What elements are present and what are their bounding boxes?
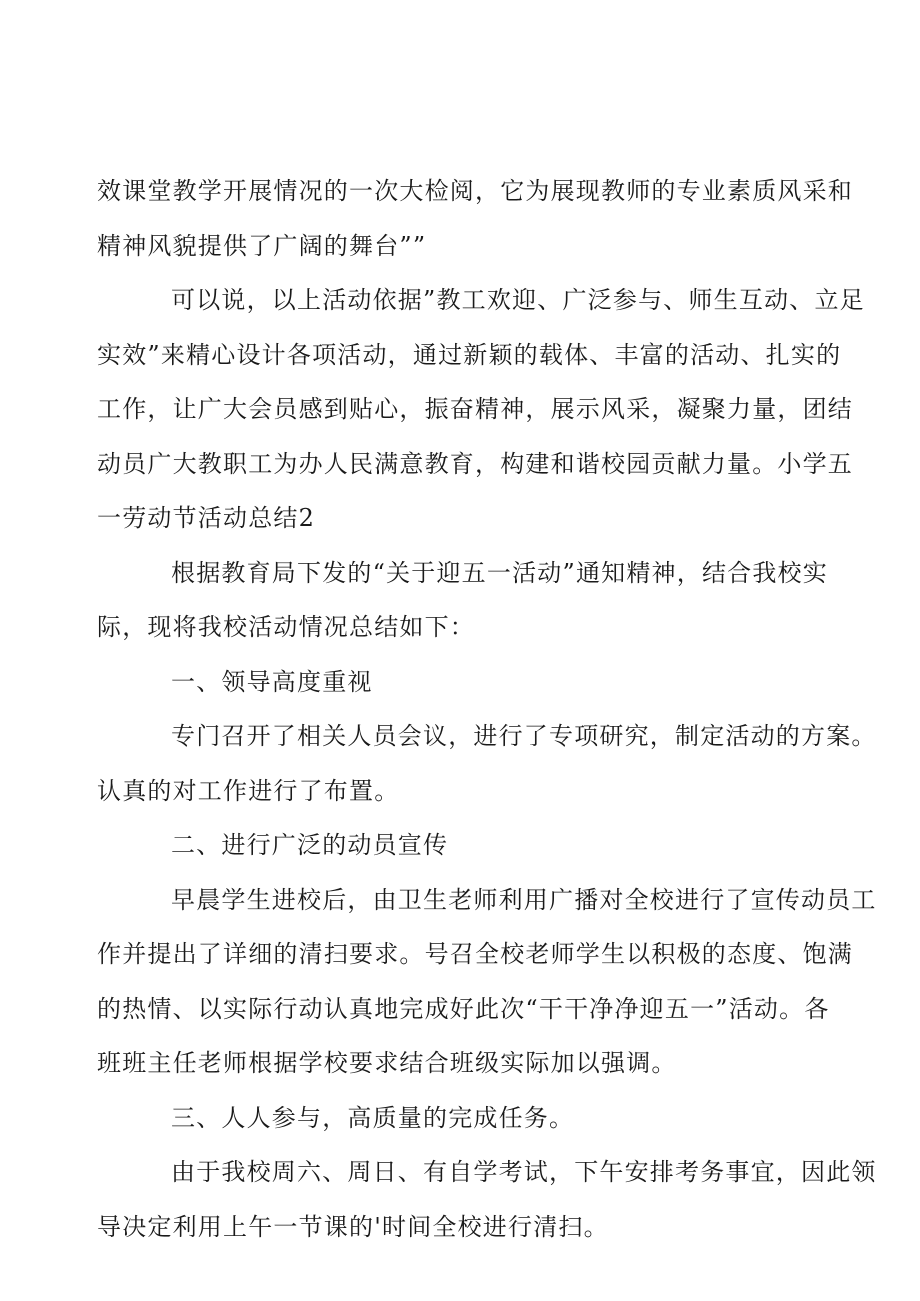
paragraph-start: 根据教育局下发的“关于迎五一活动”通知精神，结合我校实 [171, 558, 828, 587]
text-line: 精神风貌提供了广阔的舞台”” [97, 231, 427, 260]
paragraph-start: 早晨学生进校后，由卫生老师利用广播对全校进行了宣传动员工 [171, 885, 877, 914]
section-heading: 三、人人参与，高质量的完成任务。 [171, 1103, 575, 1132]
text-line: 动员广大教职工为办人民满意教育，构建和谐校园贡献力量。小学五 [97, 449, 853, 478]
document-body [97, 164, 877, 1254]
paragraph-start: 专门召开了相关人员会议，进行了专项研究，制定活动的方案。 [171, 722, 877, 750]
section-heading: 一、领导高度重视 [171, 667, 373, 696]
text-line: 作并提出了详细的清扫要求。号召全校老师学生以积极的态度、饱满 [97, 940, 853, 968]
text-line: 实效”来精心设计各项活动，通过新颖的载体、丰富的活动、扎实的 [97, 340, 842, 369]
section-title-line: 一劳动节活动总结2 [97, 504, 316, 532]
text-line: 的热情、以实际行动认真地完成好此次“干干净净迎五一”活动。各 [97, 994, 830, 1023]
text-line: 班班主任老师根据学校要求结合班级实际加以强调。 [97, 1049, 677, 1077]
paragraph-start: 由于我校周六、周日、有自学考试，下午安排考务事宜，因此领 [171, 1158, 877, 1186]
text-line: 效课堂教学开展情况的一次大检阅，它为展现教师的专业素质风采和 [97, 177, 853, 205]
paragraph-start: 可以说，以上活动依据”教工欢迎、广泛参与、师生互动、立足 [171, 286, 865, 314]
text-line: 导决定利用上午一节课的'时间全校进行清扫。 [97, 1212, 609, 1241]
section-heading: 二、进行广泛的动员宣传 [171, 831, 449, 859]
text-line: 工作，让广大会员感到贴心，振奋精神，展示风采，凝聚力量，团结 [97, 395, 853, 423]
text-line: 认真的对工作进行了布置。 [97, 776, 400, 805]
text-line: 际，现将我校活动情况总结如下： [97, 613, 475, 641]
